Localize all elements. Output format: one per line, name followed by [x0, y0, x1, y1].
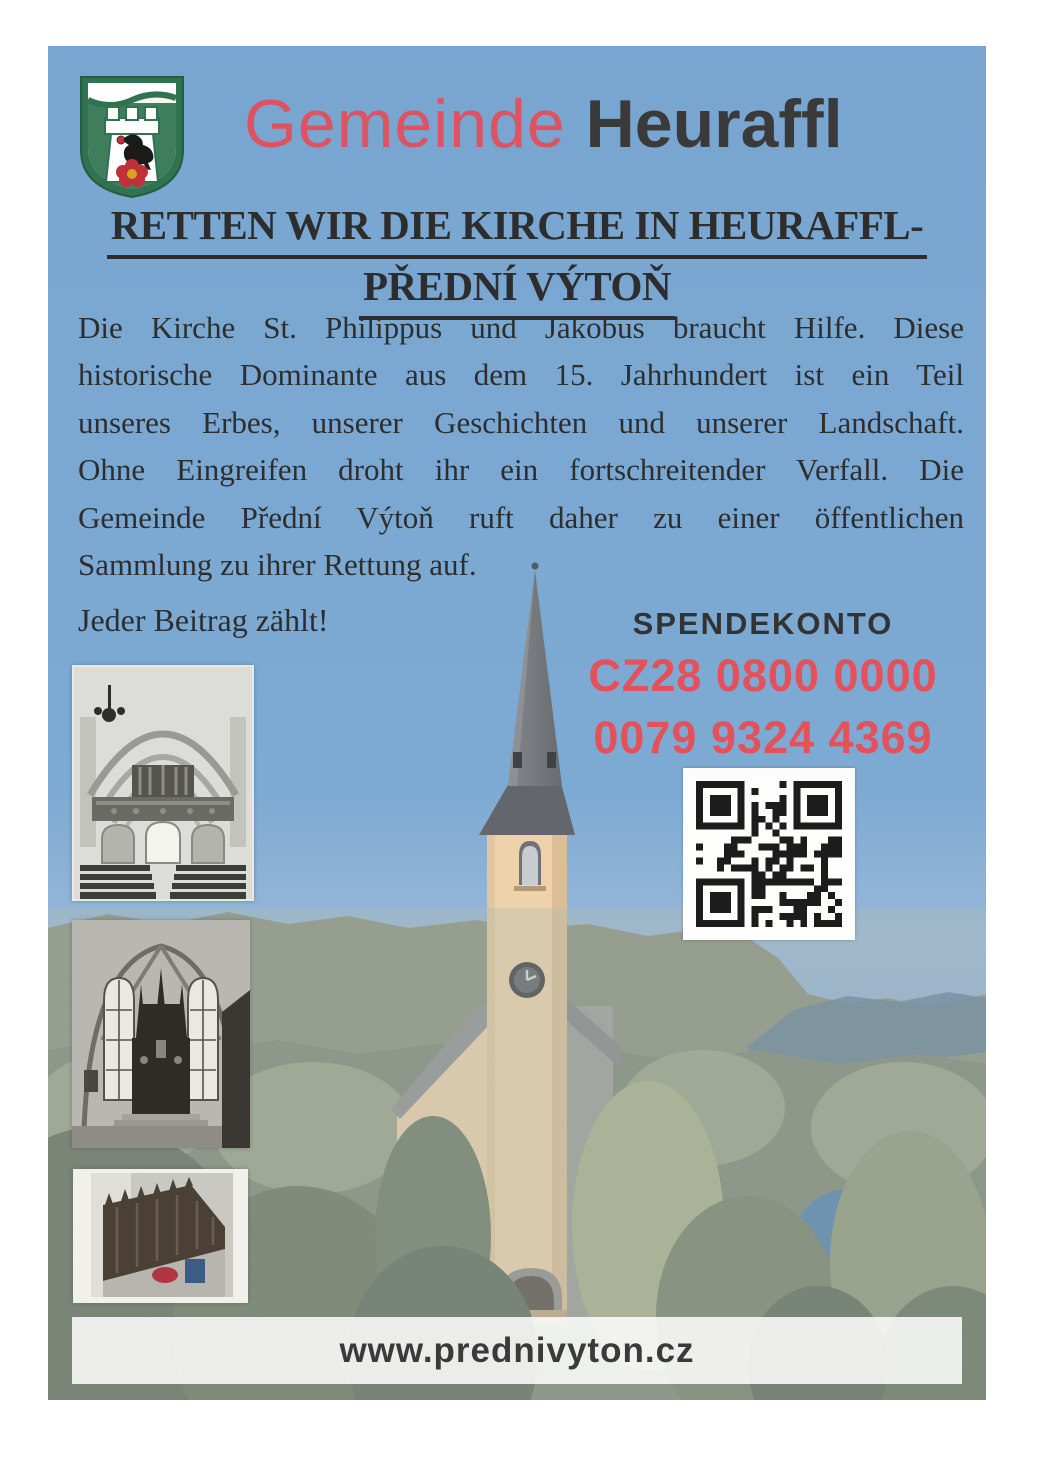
donation-label: SPENDEKONTO	[632, 606, 894, 641]
photo-choir-stalls	[73, 1169, 248, 1303]
municipality-header	[244, 86, 843, 162]
red-flowers	[152, 1267, 178, 1283]
coat-of-arms	[78, 74, 186, 200]
website-bar	[72, 1317, 962, 1384]
photo-church-altar	[72, 920, 250, 1148]
website-link[interactable]: www.prednivyton.cz	[339, 1330, 695, 1370]
headline-line2: PŘEDNÍ VÝTOŇ	[359, 259, 675, 320]
municipality-name: Heuraffl	[585, 86, 843, 162]
donation-account-line1: CZ28 0800 0000	[588, 650, 938, 701]
donation-account-line2: 0079 9324 4369	[593, 712, 933, 763]
tagline: Jeder Beitrag zählt!	[78, 602, 329, 638]
qr-pattern	[696, 781, 842, 927]
paragraph-line: unseres Erbes, unserer Geschichten und unserer Landschaft.	[78, 404, 964, 440]
photo-church-nave	[72, 665, 254, 901]
paragraph-line: Sammlung zu ihrer Rettung auf.	[78, 547, 477, 583]
arcade	[102, 822, 224, 863]
blue-object	[185, 1259, 205, 1283]
headline-line1: RETTEN WIR DIE KIRCHE IN HEURAFFL-	[107, 198, 928, 259]
side-organ	[222, 990, 250, 1148]
municipality-word: Gemeinde	[244, 86, 566, 162]
appeal-paragraph	[78, 304, 964, 588]
headline	[48, 198, 986, 320]
donation-block	[568, 606, 958, 766]
paragraph-line: Ohne Eingreifen droht ihr ein fortschreitender Verfall. Die	[78, 452, 964, 488]
flyer	[48, 46, 986, 1400]
donation-qr-code	[683, 768, 855, 940]
paragraph-line: historische Dominante aus dem 15. Jahrhundert ist ein Teil	[78, 357, 964, 393]
paragraph-line: Gemeinde Přední Výtoň ruft daher zu einer öffentlichen	[78, 499, 964, 535]
paragraph-line: Die Kirche St. Philippus und Jakobus braucht Hilfe. Diese	[78, 310, 964, 345]
